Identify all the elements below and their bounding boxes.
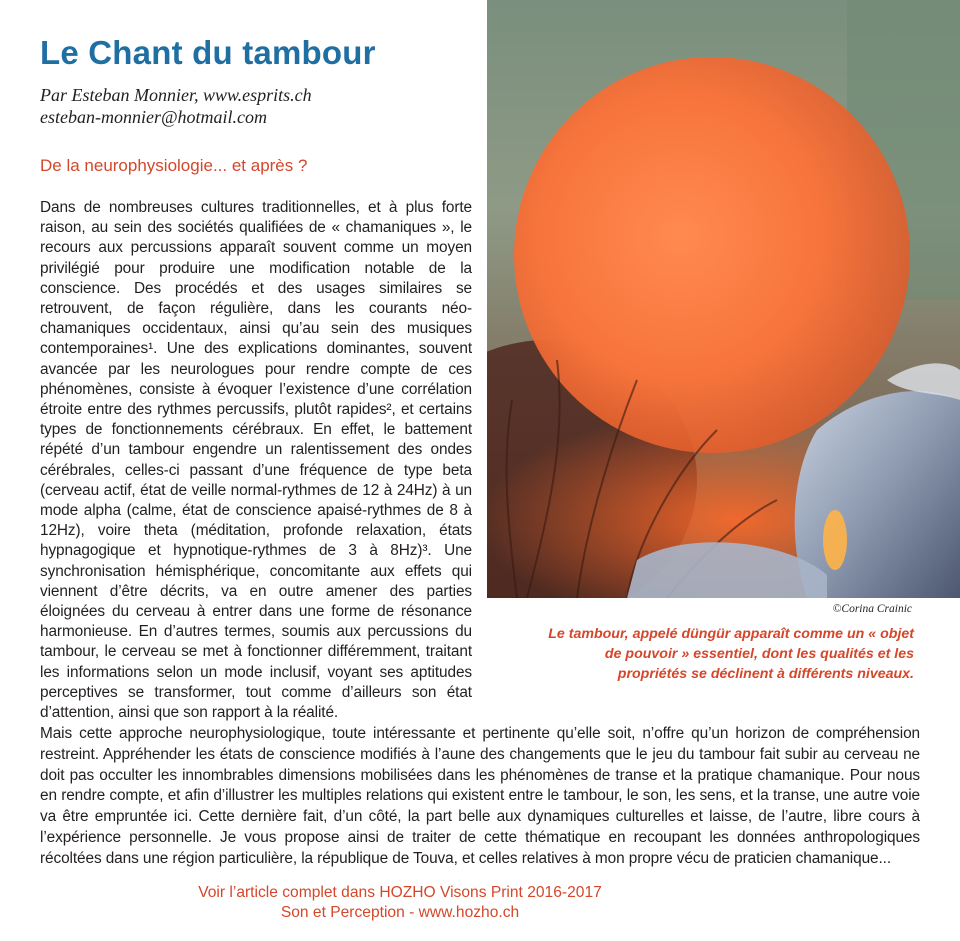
article-title: Le Chant du tambour bbox=[40, 34, 376, 71]
cta-line-1: Voir l’article complet dans HOZHO Visons Print 2016-2017 bbox=[198, 884, 602, 901]
body-column-text: Dans de nombreuses cultures traditionnelles, et à plus forte raison, au sein des sociétés qualifiées de « chamaniques », le recours aux percussions apparaît souvent comme un moyen privilégié pour produire une modification notable de la conscience. Des procédés et des usages similaires se retrouvent, de façon régulière, dans les courants néo-chamaniques occidentaux, ainsi qu’au sein des musiques contemporaines¹. Une des explications dominantes, souvent avancée par les neurologues pour rendre compte de ces phénomènes, consiste à évoquer l’existence d’une corrélation étroite entre des rythmes percussifs, plutôt rapides², et certains types de fonctionnements cérébraux. En effet, le battement répété d’un tambour engendre un ralentissement des ondes cérébrales, celles-ci passant d’une fréquence de type beta (cerveau actif, état de veille normal-rythmes de 12 à 24Hz) à un mode alpha (calme, état de conscience apaisé-rythmes de 8 à 12Hz), voire theta (méditation, profonde relaxation, états hypnagogique et hypnotique-rythmes de 3 à 8Hz)³. Une synchronisation hémisphérique, concomitante aux effets qui viennent d’être décrits, va en outre amener des parties éloignées du cerveau à entrer dans une forme de résonance harmonieuse. En d’autres termes, soumis aux percussions du tambour, le cerveau se met à fonctionner différemment, traitant les informations selon un mode inclusif, voyant ses aptitudes perceptives se transformer, tout comme d’ailleurs son état d’attention, ainsi que son rapport à la réalité. bbox=[40, 199, 472, 722]
drum-fire-photo bbox=[487, 0, 960, 598]
body-footer-text: Mais cette approche neurophysiologique, toute intéressante et pertinente qu’elle soit, n’offre qu’un horizon de compréhension restreint. Appréhender les états de conscience modifiés à l’aune des changements que le jeu du tambour fait subir au cerveau ne doit pas occulter les innombrables dimensions mobilisées dans les phénomènes de transe et la pratique chamanique. Pour nous en rendre compte, et afin d’illustrer les multiples relations qui existent entre le tambour, le son, les sens, et la transe, une autre voie va être empruntée ici. Cette dernière fait, d’un côté, la part belle aux dynamiques culturelles et laisse, de l’autre, libre cours à l’expérience personnelle. Je vous propose ainsi de traiter de cette thématique en recoupant les données anthropologiques récoltées dans une région particulière, la république de Touva, et celles relatives à mon propre vécu de praticien chamanique... bbox=[40, 725, 920, 867]
byline bbox=[40, 84, 480, 128]
cta-line-2: Son et Perception - www.hozho.ch bbox=[280, 904, 520, 921]
section-heading: De la neurophysiologie... et après ? bbox=[40, 156, 308, 175]
drum-shape bbox=[514, 57, 910, 453]
photo-credit: ©Corina Crainic bbox=[832, 603, 912, 615]
author-line: Par Esteban Monnier, www.esprits.ch bbox=[40, 85, 312, 105]
photo-caption: Le tambour, appelé düngür apparaît comme un « objet de pouvoir » essentiel, dont les qualités et les propriétés se déclinent à différents niveaux. bbox=[548, 626, 914, 682]
call-to-action bbox=[160, 883, 640, 923]
author-email: esteban-monnier@hotmail.com bbox=[40, 107, 268, 127]
